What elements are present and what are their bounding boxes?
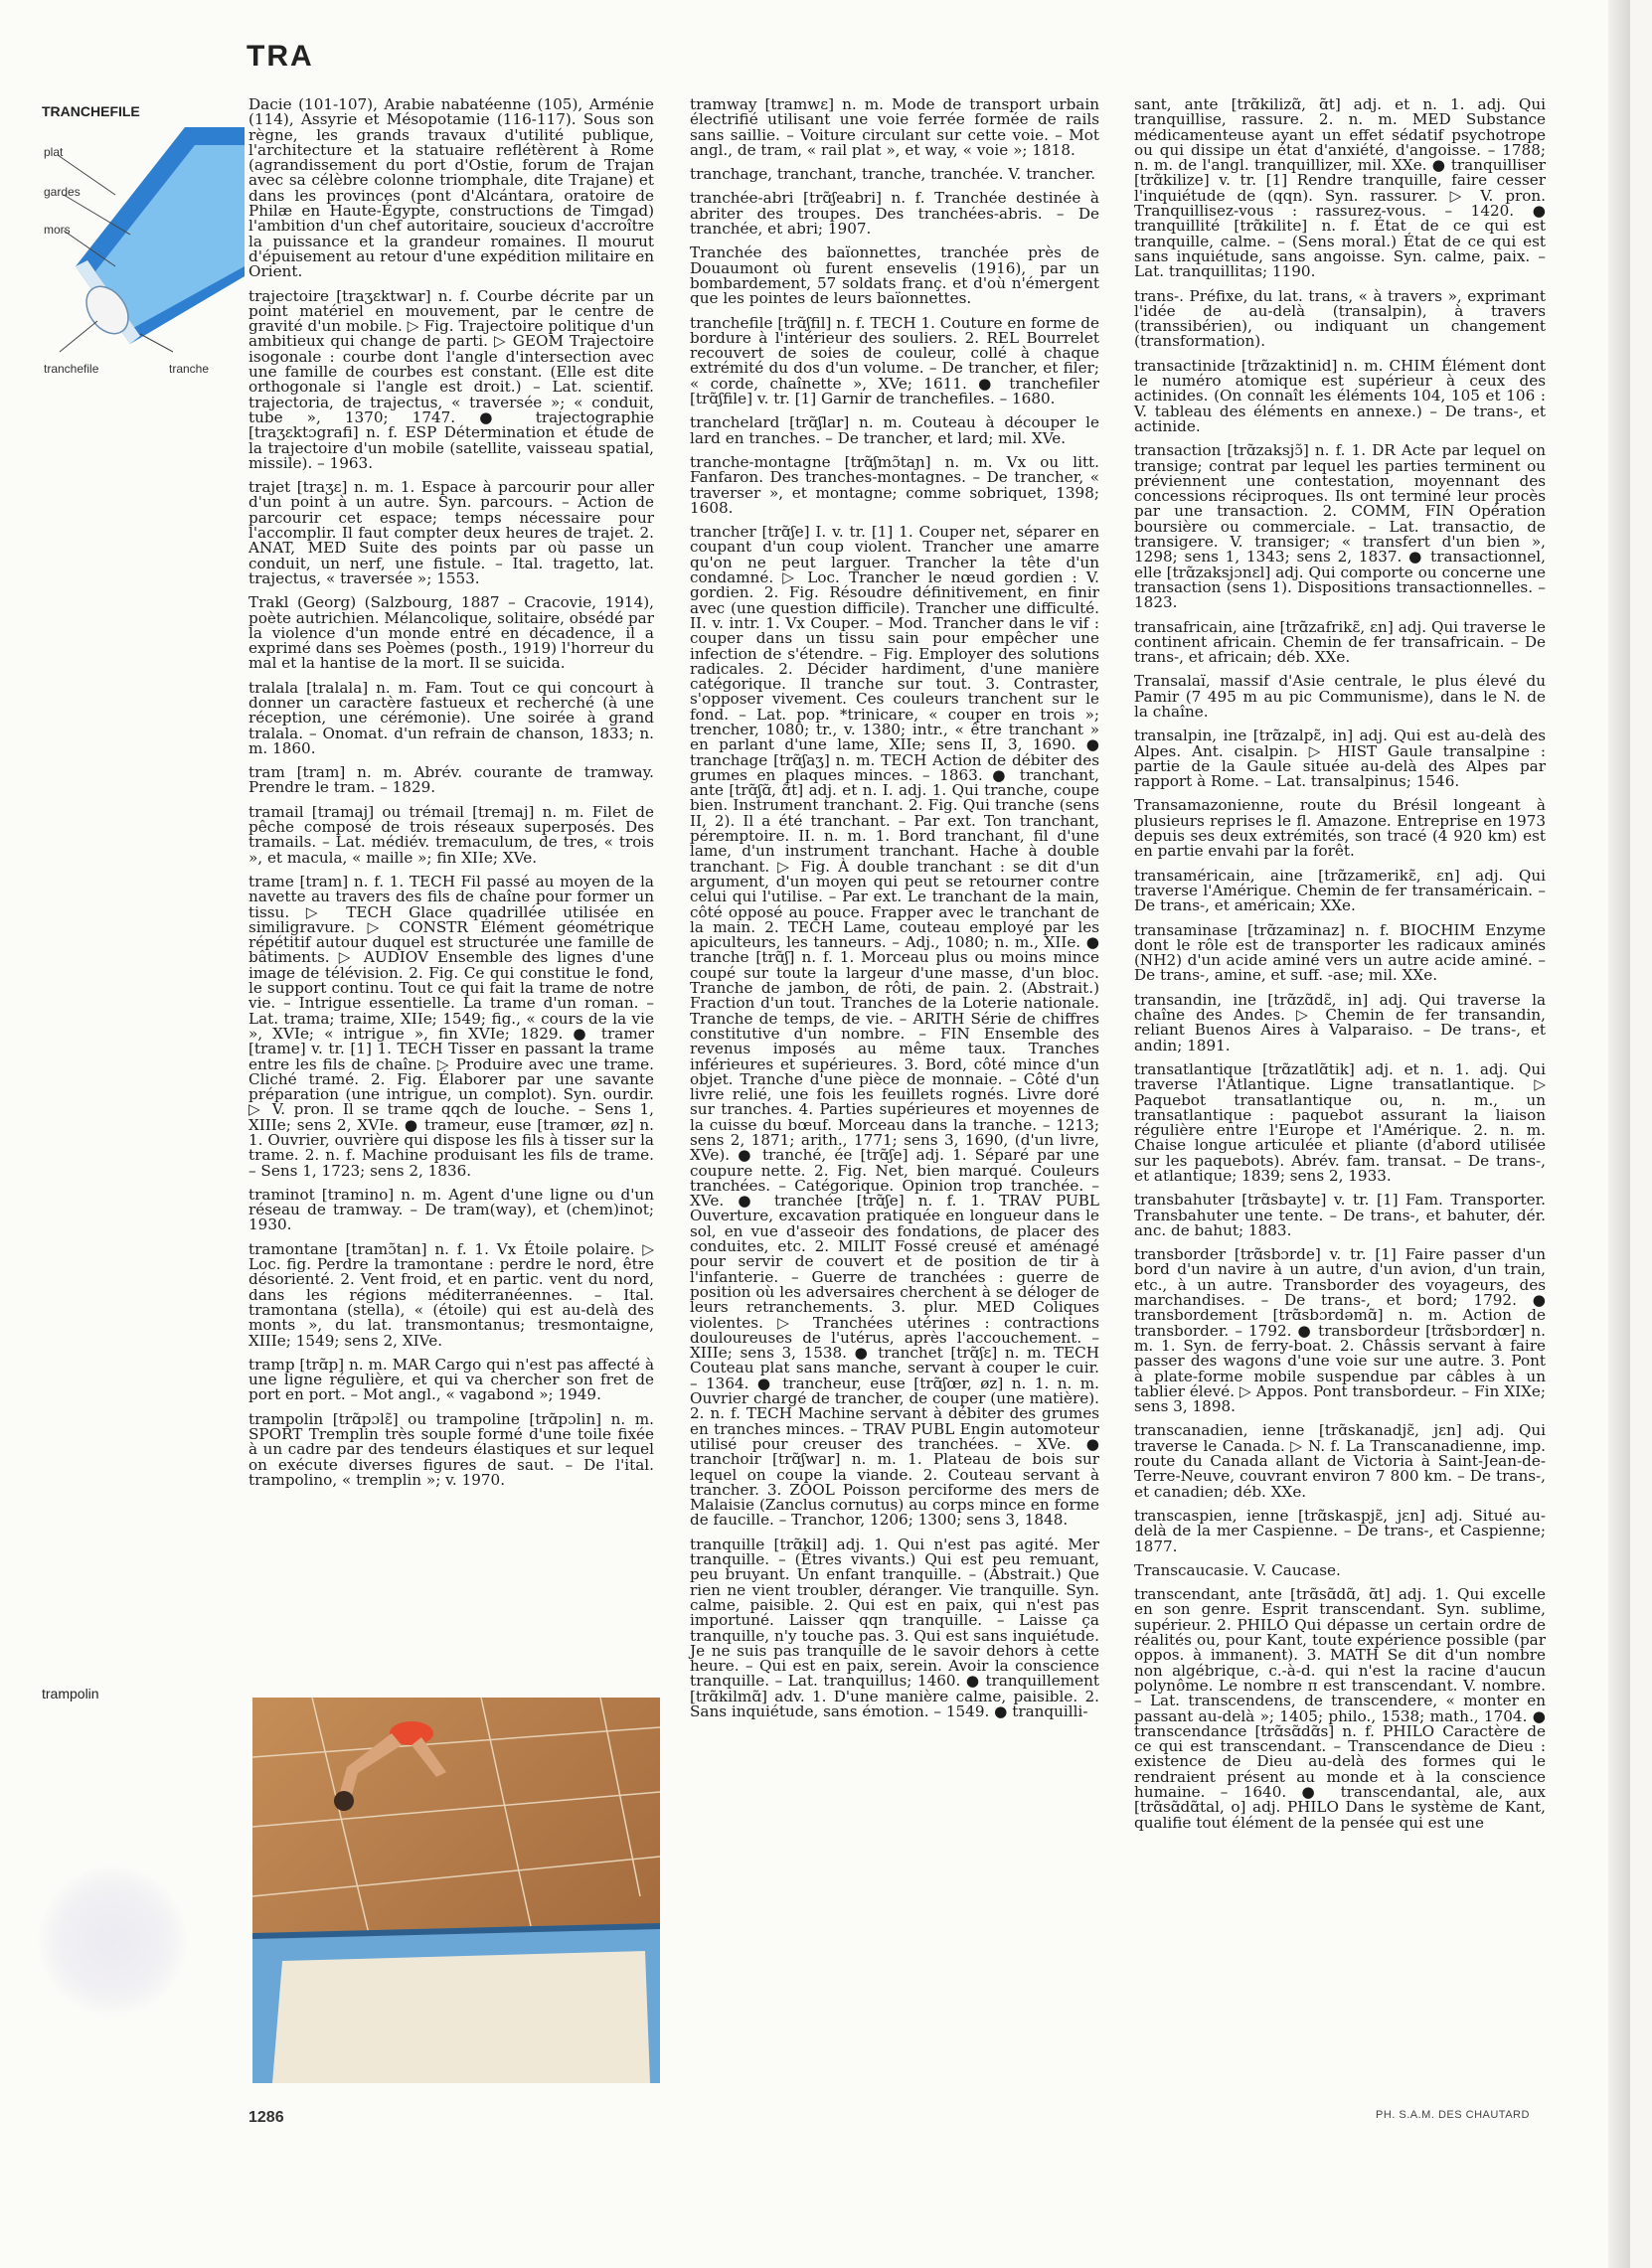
- column-2: [690, 97, 1099, 1728]
- entry-tranchee-baionnettes: Tranchée des baïonnettes, tranchée près de Douaumont où furent ensevelis (1916), par un bombardement, 57 soldats franç. et d'où n'émergent que les pointes de leurs baïonnettes.: [690, 243, 1099, 308]
- entry-trajet: trajet [traʒɛ] n. m. 1. Espace à parcourir pour aller d'un point à un autre. Syn. parcours. – Action de parcourir cet espace; temps nécessaire pour l'accomplir. Il faut compter deux heures de trajet. 2. ANAT, MED Suite des points par où passe un conduit, un nerf, une fistule. – Ital. tragetto, lat. trajectus, « traversée »; 1553.: [248, 478, 654, 587]
- entry-tram: tram [tram] n. m. Abrév. courante de tramway. Prendre le tram. – 1829.: [248, 763, 654, 797]
- entry-transaction: transaction [trɑ̃zaksjɔ̃] n. f. 1. DR Acte par lequel on transige; contrat par lequel les parties terminent ou préviennent une contestation, moyennant des concessions réciproques. Ils ont terminé leur procès par une transaction. 2. COMM, FIN Opération boursière ou commerciale. – Lat. transactio, de transigere. V. transiger; « transfert d'un bien », 1298; sens 1, 1343; sens 2, 1837. ● transactionnel, elle [trɑ̃zaksjɔnɛl] adj. Qui comporte ou concerne une transaction (sens 1). Dispositions transactionnelles. – 1823.: [1134, 441, 1546, 612]
- entry-tramontane: tramontane [tramɔ̃tan] n. f. 1. Vx Étoile polaire. ▷ Loc. fig. Perdre la tramontane : perdre le nord, être désorienté. 2. Vent froid, et en partic. vent du nord, dans les régions méditerranéennes. – Ital. tramontana (stella), « (étoile) qui est au-delà des monts », du lat. transmontanus; tresmontaigne, XIIIe; 1549; sens 2, XIVe.: [248, 1239, 654, 1350]
- entry-tranquillisant: sant, ante [trɑ̃kilizɑ̃, ɑ̃t] adj. et n. 1. adj. Qui tranquillise, rassure. 2. n. m. MED Substance médicamenteuse ayant un effet sédatif psychotrope ou qui dissipe un état d'anxiété, d'angoisse. – 1788; n. m. de l'angl. tranquillizer, mil. XXe. ● tranquilliser [trɑ̃kilize] v. tr. [1] Rendre tranquille, faire cesser l'inquiétude de (qqn). Syn. rassurer. ▷ V. pron. Tranquillisez-vous : rassurez-vous. – 1420. ● tranquillité [trɑ̃kilite] n. f. État de ce qui est tranquille, calme. – (Sens moral.) État de ce qui est sans inquiétude, sans angoisse. Syn. calme, paix. – Lat. tranquillitas; 1190.: [1134, 95, 1546, 281]
- entry-tranchee-abri: tranchée-abri [trɑ̃ʃeabri] n. f. Tranchée destinée à abriter des troupes. Des tranchées-abris. – De tranchée, et abri; 1907.: [690, 189, 1099, 239]
- entry-transcendant: transcendant, ante [trɑ̃sɑ̃dɑ̃, ɑ̃t] adj. 1. Qui excelle en son genre. Esprit transcendant. Syn. sublime, supérieur. 2. PHILO Qui dépasse un certain ordre de réalités ou, pour Kant, toute expérience possible (par oppos. à immanent). 3. MATH Se dit d'un nombre non algébrique, c.-à-d. qui n'est la racine d'aucun polynôme. Le nombre π est transcendant. V. nombre. – Lat. transcendens, de transcendere, « monter en passant au-delà »; 1405; philo., 1538; math., 1704. ● transcendance [trɑ̃sɑ̃dɑ̃s] n. f. PHILO Caractère de ce qui est transcendant. – Transcendance de Dieu : existence de Dieu au-delà des formes qui le rendraient présent au monde et à la conscience humaine. – 1640. ● transcendantal, ale, aux [trɑ̃sɑ̃dɑ̃tal, o] adj. PHILO Dans le système de Kant, qualifie tout élément de la pensée qui est une: [1134, 1585, 1546, 1832]
- entry-transandin: transandin, ine [trɑ̃zɑ̃dɛ̃, in] adj. Qui traverse la chaîne des Andes. ▷ Chemin de fer transandin, reliant Buenos Aires à Valparaiso. – De trans-, et andin; 1891.: [1134, 990, 1546, 1054]
- trampolin-photo: [252, 1698, 660, 2083]
- page-number: 1286: [248, 2109, 284, 2126]
- page-edge-shadow: [1608, 0, 1630, 2268]
- figure-label-plat: plat: [44, 145, 64, 159]
- entry-tramail: tramail [tramaj] ou trémail [tremaj] n. m. Filet de pêche composé de trois réseaux superposés. Des tramails. – Lat. médiév. tremaculum, de tres, « trois », et macula, « maille »; fin XIIe; XVe.: [248, 802, 654, 867]
- photo-credit: PH. S.A.M. DES CHAUTARD: [1376, 2109, 1530, 2121]
- figure-label-tranchefile: tranchefile: [44, 362, 99, 376]
- running-head: TRA: [247, 40, 314, 73]
- entry-transactinide: transactinide [trɑ̃zaktinid] n. m. CHIM Élément dont le numéro atomique est supérieur à ceux des actinides. (On connaît les éléments 104, 105 et 106 : V. tableau des éléments en annexe.) – De trans-, et actinide.: [1134, 356, 1546, 435]
- entry-tranchefile: tranchefile [trɑ̃ʃfil] n. f. TECH 1. Couture en forme de bordure à l'intérieur des souliers. 2. REL Bourrelet recouvert de soies de couleur, collé à chaque extrémité du dos d'un volume. – De trancher, et filer; « corde, chaînette », XVe; 1611. ● tranchefiler [trɑ̃ʃfile] v. tr. [1] Garnir de tranchefiles. – 1680.: [690, 313, 1099, 408]
- entry-tranquille: tranquille [trɑ̃kil] adj. 1. Qui n'est pas agité. Mer tranquille. – (Êtres vivants.) Qui est peu remuant, peu bruyant. Un enfant tranquille. – (Abstrait.) Que rien ne vient troubler, déranger. Vie tranquille. Syn. calme, paisible. 2. Qui est en paix, qui n'est pas importuné. Laisser qqn tranquille. – Laisse ça tranquille, n'y touche pas. 3. Qui est sans inquiétude. Je ne suis pas tranquille de le savoir dehors à cette heure. – Qui est en paix, serein. Avoir la conscience tranquille. – Lat. tranquillus; 1460. ● tranquillement [trɑ̃kilmɑ̃] adv. 1. D'une manière calme, paisible. 2. Sans inquiétude, sans émotion. – 1549. ● tranquilli-: [690, 1535, 1099, 1720]
- entry-tramp: tramp [trɑ̃p] n. m. MAR Cargo qui n'est pas affecté à une ligne régulière, et qui va chercher son fret de port en port. – Mot angl., « vagabond »; 1949.: [248, 1355, 654, 1404]
- entry-tramway: tramway [tramwɛ] n. m. Mode de transport urbain électrifié utilisant une voie ferrée formée de rails sans saillie. – Voiture circulant sur cette voie. – Mot angl., de tram, « rail plat », et way, « voie »; 1818.: [690, 95, 1099, 159]
- entry-trampolin: trampolin [trɑ̃pɔlɛ̃] ou trampoline [trɑ̃pɔlin] n. m. SPORT Tremplin très souple formé d'une toile fixée à un cadre par des tendeurs élastiques et sur lequel on exécute diverses figures de saut. – De l'ital. trampolino, « tremplin »; v. 1970.: [248, 1409, 654, 1489]
- entry-transcaucasie: Transcaucasie. V. Caucase.: [1134, 1560, 1341, 1579]
- entry-trancher: trancher [trɑ̃ʃe] I. v. tr. [1] 1. Couper net, séparer en coupant d'un coup violent. Trancher une amarre qu'on ne peut larguer. Trancher la tête d'un condamné. ▷ Loc. Trancher le nœud gordien : V. gordien. 2. Fig. Résoudre définitivement, en finir avec (une question difficile). Trancher une difficulté. II. v. intr. 1. Vx Couper. – Mod. Trancher dans le vif : couper dans un tissu sain pour empêcher une infection de s'étendre. – Fig. Employer des solutions radicales. 2. Décider hardiment, d'une manière catégorique. Il tranche sur tout. 3. Contraster, s'opposer vivement. Ces couleurs tranchent sur le fond. – Lat. pop. *trinicare, « couper en trois »; trencher, 1080; tr., v. 1380; intr., « être tranchant » en parlant d'une lame, XIIe; sens II, 3, 1690. ● tranchage [trɑ̃ʃaʒ] n. m. TECH Action de débiter des grumes en plaques minces. – 1863. ● tranchant, ante [trɑ̃ʃɑ̃, ɑ̃t] adj. et n. I. adj. 1. Qui tranche, coupe bien. Instrument tranchant. 2. Fig. Qui tranche (sens II, 2). Il a été tranchant. – Par ext. Ton tranchant, péremptoire. II. n. m. 1. Bord tranchant, fil d'une lame, d'un instrument tranchant. Hache à double tranchant. ▷ Fig. À double tranchant : se dit d'un argument, d'un moyen qui peut se retourner contre celui qui l'utilise. – Par ext. Le tranchant de la main, côté opposé au pouce. Frapper avec le tranchant de la main. 2. TECH Lame, couteau employé par les apiculteurs, les tanneurs. – Adj., 1080; n. m., XIIe. ● tranche [trɑ̃ʃ] n. f. 1. Morceau plus ou moins mince coupé sur toute la largeur d'une masse, d'un bloc. Tranche de jambon, de rôti, de pain. 2. (Abstrait.) Fraction d'un tout. Tranches de la Loterie nationale. Tranche de temps, de vie. – ARITH Série de chiffres constitutive d'un nombre. – FIN Ensemble des revenus imposés au même taux. Tranches inférieures et supérieures. 3. Bord, côté mince d'un objet. Tranche d'une pièce de monnaie. – Côté d'un livre relié, une fois les feuillets rognés. Livre doré sur tranches. 4. Parties supérieures et moyennes de la cuisse du bœuf. Morceau dans la tranche. – 1213; sens 2, 1871; arith., 1771; sens 3, 1690, (d'un livre, XVe). ● tranché, ée [trɑ̃ʃe] adj. 1. Séparé par une coupure nette. 2. Fig. Net, bien marqué. Couleurs tranchées. – Catégorique. Opinion trop tranchée. – XVe. ● tranchée [trɑ̃ʃe] n. f. 1. TRAV PUBL Ouverture, excavation pratiquée en longueur dans le sol, en vue d'asseoir des fondations, de placer des conduites, etc. 2. MILIT Fossé creusé et aménagé pour servir de couvert et de position de tir à l'infanterie. – Guerre de tranchées : guerre de position où les adversaires cherchent à se déloger de leurs retranchements. 3. plur. MED Coliques violentes. ▷ Tranchées utérines : contractions douloureuses de l'utérus, après l'accouchement. – XIIIe; sens 3, 1538. ● tranchet [trɑ̃ʃɛ] n. m. TECH Couteau plat sans manche, servant à couper le cuir. – 1364. ● trancheur, euse [trɑ̃ʃœr, øz] n. 1. n. m. Ouvrier chargé de trancher, de couper (une matière). 2. n. f. TECH Machine servant à débiter des grumes en tranches minces. – TRAV PUBL Engin automoteur utilisé pour creuser des tranchées. – XVe. ● tranchoir [trɑ̃ʃwar] n. m. 1. Plateau de bois sur lequel on coupe la viande. 2. Couteau servant à trancher. 3. ZOOL Poisson perciforme des mers de Malaisie (Zanclus cornutus) au corps mince en forme de faucille. – Tranchor, 1206; 1300; sens 3, 1848.: [690, 523, 1099, 1530]
- entry-tralala: tralala [tralala] n. m. Fam. Tout ce qui concourt à donner un caractère fastueux et recherché (à une réception, une cérémonie). Une soirée à grand tralala. – Onomat. d'un refrain de chanson, 1833; n. m. 1860.: [248, 678, 654, 757]
- entry-transcaspien: transcaspien, ienne [trɑ̃skaspjɛ̃, jɛn] adj. Situé au-delà de la mer Caspienne. – De trans-, et Caspienne; 1877.: [1134, 1506, 1546, 1555]
- entry-transalai: Transalaï, massif d'Asie centrale, le plus élevé du Pamir (7 495 m au pic Communisme), dans le N. de la chaîne.: [1134, 672, 1546, 721]
- entry-transbahuter: transbahuter [trɑ̃sbayte] v. tr. [1] Fam. Transporter. Transbahuter une tente. – De trans-, et bahuter, dér. anc. de bahut; 1883.: [1134, 1191, 1546, 1239]
- tranchefile-illustration: [36, 117, 245, 386]
- entry-transamazonienne: Transamazonienne, route du Brésil longeant à plusieurs reprises le fl. Amazone. Entreprise en 1973 depuis ses deux extrémités, son tracé (4 920 km) est en partie envahi par la forêt.: [1134, 796, 1546, 861]
- entry-traminot: traminot [tramino] n. m. Agent d'une ligne ou d'un réseau de tramway. – De tram(way), et (chem)inot; 1930.: [248, 1185, 654, 1234]
- entry-transatlantique: transatlantique [trɑ̃zatlɑ̃tik] adj. et n. 1. adj. Qui traverse l'Atlantique. Ligne transatlantique. ▷ Paquebot transatlantique ou, n. m., un transatlantique : paquebot assurant la liaison régulière entre l'Europe et l'Amérique. 2. n. m. Chaise longue articulée et pliante (d'abord utilisée sur les paquebots). Abrév. fam. transat. – De trans-, et atlantique; 1839; sens 2, 1933.: [1134, 1059, 1546, 1185]
- entry-tranchelard: tranchelard [trɑ̃ʃlar] n. m. Couteau à découper le lard en tranches. – De trancher, et lard; mil. XVe.: [690, 413, 1099, 447]
- figure-label-gardes: gardes: [44, 185, 81, 199]
- entry-trajectoire: trajectoire [traʒɛktwar] n. f. Courbe décrite par un point matériel en mouvement, par le centre de gravité d'un mobile. ▷ Fig. Trajectoire politique d'un ambitieux qui change de parti. ▷ GEOM Trajectoire isogonale : courbe dont l'angle d'intersection avec une famille de courbes est constant. (Elle est dite orthogonale si l'angle est droit.) – Lat. scientif. trajectoria, de trajectus, « traversée »; « conduit, tube », 1370; 1747. ● trajectographie [traʒɛktɔgrafi] n. f. ESP Détermination et étude de la trajectoire d'un mobile (satellite, vaisseau spatial, missile). – 1963.: [248, 286, 654, 472]
- entry-transcanadien: transcanadien, ienne [trɑ̃skanadjɛ̃, jɛn] adj. Qui traverse le Canada. ▷ N. f. La Transcanadienne, imp. route du Canada allant de Victoria à Saint-Jean-de-Terre-Neuve, couvrant environ 7 800 km. – De trans-, et canadien; déb. XXe.: [1134, 1421, 1546, 1501]
- entry-trajan-end: Dacie (101-107), Arabie nabatéenne (105), Arménie (114), Assyrie et Mésopotamie (116-117). Sous son règne, les grands travaux d'utilité publique, l'architecture et la statuaire reflétèrent à Rome (agrandissement du port d'Ostie, forum de Trajan avec sa célèbre colonne triomphale, dite Trajane) et dans les provinces (pont d'Alcántara, oratoire de Philæ en Haute-Égypte, constructions de Timgad) l'ambition d'un chef autoritaire, soucieux d'accroître la puissance et la grandeur romaines. Il mourut d'épuisement au retour d'une expédition militaire en Orient.: [248, 95, 654, 281]
- column-1: [248, 97, 654, 1497]
- entry-tranchage-ref: tranchage, tranchant, tranche, tranchée. V. trancher.: [690, 165, 1096, 184]
- entry-trakl: Trakl (Georg) (Salzbourg, 1887 – Cracovie, 1914), poète autrichien. Mélancolique, solitaire, obsédé par la violence d'un monde entré en décadence, il a exprimé dans ses Poèmes (posth., 1919) l'horreur du mal et la hantise de la mort. Il se suicida.: [248, 593, 654, 673]
- column-3: [1134, 97, 1546, 1840]
- figure-label-mors: mors: [44, 223, 71, 237]
- entry-transaminase: transaminase [trɑ̃zaminaz] n. f. BIOCHIM Enzyme dont le rôle est de transporter les radicaux aminés (NH2) d'un acide aminé vers un autre acide aminé. – De trans-, amine, et suff. -ase; mil. XXe.: [1134, 920, 1546, 985]
- entry-transalpin: transalpin, ine [trɑ̃zalpɛ̃, in] adj. Qui est au-delà des Alpes. Ant. cisalpin. ▷ HIST Gaule transalpine : partie de la Gaule située au-delà des Alpes par rapport à Rome. – Lat. transalpinus; 1546.: [1134, 727, 1546, 791]
- entry-transafricain: transafricain, aine [trɑ̃zafrikɛ̃, ɛn] adj. Qui traverse le continent africain. Chemin de fer transafricain. – De trans-, et africain; déb. XXe.: [1134, 617, 1546, 667]
- entry-transborder: transborder [trɑ̃sbɔrde] v. tr. [1] Faire passer d'un bord d'un navire à un autre, d'un avion, d'un train, etc., à un autre. Transborder des voyageurs, des marchandises. – De trans-, et bord; 1792. ● transbordement [trɑ̃sbɔrdəmɑ̃] n. m. Action de transborder. – 1792. ● transbordeur [trɑ̃sbɔrdœr] n. m. 1. Syn. de ferry-boat. 2. Châssis servant à faire passer des wagons d'une voie sur une autre. 3. Pont à plate-forme mobile suspendue par câbles à un tablier élevé. ▷ Appos. Pont transbordeur. – Fin XIXe; sens 3, 1898.: [1134, 1245, 1546, 1416]
- figure-label-tranche: tranche: [169, 362, 210, 376]
- paper-stain: [38, 1866, 187, 2016]
- entry-trans-prefix: trans-. Préfixe, du lat. trans, « à travers », exprimant l'idée de au-delà (transalpin), à travers (transsibérien), ou indiquant un changement (transformation).: [1134, 286, 1546, 351]
- trampolin-photo-drawing: [252, 1698, 660, 2083]
- entry-trame: trame [tram] n. f. 1. TECH Fil passé au moyen de la navette au travers des fils de chaîne pour former un tissu. ▷ TECH Glace quadrillée utilisée en similigravure. ▷ CONSTR Élément géométrique répétitif autour duquel est structurée une famille de bâtiments. ▷ AUDIOV Ensemble des lignes d'une image de télévision. 2. Fig. Ce qui constitue le fond, le support continu. Tout ce qui fait la trame de notre vie. – Intrigue essentielle. La trame d'un roman. – Lat. trama; traime, XIIe; 1549; fig., « cours de la vie », XVIe; « intrigue », fin XVIe; 1829. ● tramer [trame] v. tr. [1] 1. TECH Tisser en passant la trame entre les fils de chaîne. ▷ Produire avec une trame. Cliché tramé. 2. Fig. Élaborer par une savante préparation (une intrigue, un complot). Syn. ourdir. ▷ V. pron. Il se trame qqch de louche. – Sens 1, XIIIe; sens 2, XVIe. ● trameur, euse [tramœr, øz] n. 1. Ouvrier, ouvrière qui dispose les fils à tisser sur la trame. 2. n. f. Machine produisant les fils de trame. – Sens 1, 1723; sens 2, 1836.: [248, 872, 654, 1180]
- trampoline-bed: [272, 1951, 650, 2083]
- photo-caption: trampolin: [42, 1686, 99, 1701]
- entry-transamericain: transaméricain, aine [trɑ̃zamerikɛ̃, ɛn] adj. Qui traverse l'Amérique. Chemin de fer transaméricain. – De trans-, et américain; XXe.: [1134, 866, 1546, 915]
- figure-title: TRANCHEFILE: [42, 103, 140, 119]
- entry-tranche-montagne: tranche-montagne [trɑ̃ʃmɔ̃taɲ] n. m. Vx ou litt. Fanfaron. Des tranches-montagnes. – De trancher, « traverser », et montagne; comme sobriquet, 1398; 1608.: [690, 452, 1099, 517]
